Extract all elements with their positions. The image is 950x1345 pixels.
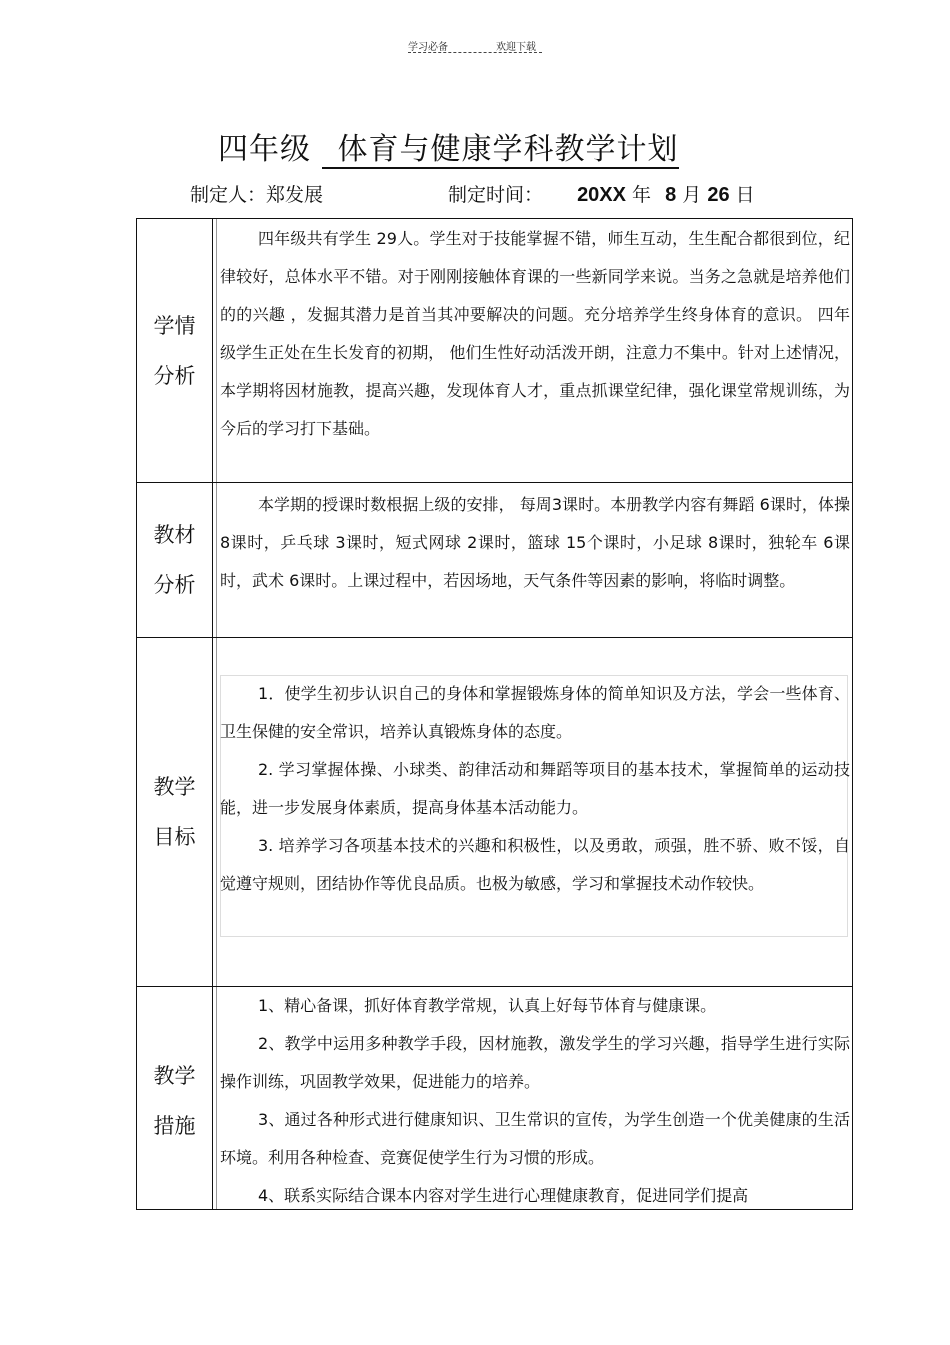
paragraph: 2. 学习掌握体操、小球类、韵律活动和舞蹈等项目的基本技术，掌握简单的运动技能，进一步发展身体素质，提高身体基本活动能力。 (220, 760, 850, 817)
author-name: 郑发展 (266, 184, 324, 206)
author-line (190, 180, 323, 207)
section-content-teaching-goals (220, 675, 850, 903)
date-day: 26 (707, 184, 730, 206)
paragraph: 3、通过各种形式进行健康知识、卫生常识的宣传，为学生创造一个优美健康的生活环境。利用各种检查、竞赛促使学生行为习惯的形成。 (220, 1110, 850, 1167)
date-year-unit: 年 (632, 184, 652, 206)
author-label: 制定人： (190, 184, 267, 206)
page-title (218, 124, 679, 168)
section-content-teaching-measures (220, 987, 850, 1215)
paragraph: 本学期的授课时数根据上级的安排， 每周3课时。本册教学内容有舞蹈 6课时，体操 8课时，乒乓球 3课时，短式网球 2课时，篮球 15个课时，小足球 8课时，独轮车 6课时，武术 6课时。上课过程中，若因场地，天气条件等因素的影响，将临时调整。 (220, 495, 850, 590)
paragraph: 四年级共有学生 29人。学生对于技能掌握不错，师生互动，生生配合都很到位，纪律较好，总体水平不错。对于刚刚接触体育课的一些新同学来说。当务之急就是培养他们的的兴趣 ，发掘其潜力是首当其冲要解决的问题。充分培养学生终身体育的意识。 四年级学生正处在生长发育的初期， 他们生性好动活泼开朗，注意力不集中。针对上述情况，本学期将因材施教，提高兴趣，发现体育人才，重点抓课堂纪律，强化课堂常规训练，为今后的学习打下基础。 (220, 229, 850, 438)
date-line (448, 180, 755, 207)
date-label: 制定时间： (448, 184, 544, 206)
header-right-text: 欢迎下载 (496, 42, 536, 53)
paragraph: 3. 培养学习各项基本技术的兴趣和积极性，以及勇敢，顽强，胜不骄、败不馁，自觉遵守规则，团结协作等优良品质。也极为敏感，学习和掌握技术动作较快。 (220, 836, 850, 893)
header-left-text: 学习必备 (408, 42, 448, 53)
section-label-material-analysis: 教材 分析 (153, 523, 196, 597)
section-content-material-analysis (220, 486, 850, 600)
plan-table (136, 218, 853, 1210)
title-grade: 四年级 (218, 132, 311, 167)
column-divider-inner (216, 219, 217, 1209)
section-content-student-analysis (220, 220, 850, 448)
row-divider (137, 637, 852, 638)
paragraph: 4、联系实际结合课本内容对学生进行心理健康教育，促进同学们提高 (258, 1186, 749, 1205)
paragraph: 1．使学生初步认识自己的身体和掌握锻炼身体的简单知识及方法，学会一些体育、卫生保健的安全常识，培养认真锻炼身体的态度。 (220, 684, 850, 741)
title-subject: 体育与健康学科教学计划 (322, 132, 679, 169)
paragraph: 2、教学中运用多种教学手段，因材施教，激发学生的学习兴趣，指导学生进行实际操作训练，巩固教学效果，促进能力的培养。 (220, 1034, 850, 1091)
column-divider (212, 219, 213, 1209)
section-label-student-analysis: 学情 分析 (153, 314, 196, 388)
row-divider (137, 482, 852, 483)
date-month: 8 (665, 184, 677, 206)
section-label-teaching-goals: 教学 目标 (153, 775, 196, 849)
header-divider (408, 52, 542, 53)
date-year: 20XX (577, 184, 626, 206)
paragraph: 1、精心备课，抓好体育教学常规，认真上好每节体育与健康课。 (258, 996, 717, 1015)
date-month-unit: 月 (682, 184, 702, 206)
section-label-teaching-measures: 教学 措施 (153, 1064, 196, 1138)
date-day-unit: 日 (735, 184, 755, 206)
